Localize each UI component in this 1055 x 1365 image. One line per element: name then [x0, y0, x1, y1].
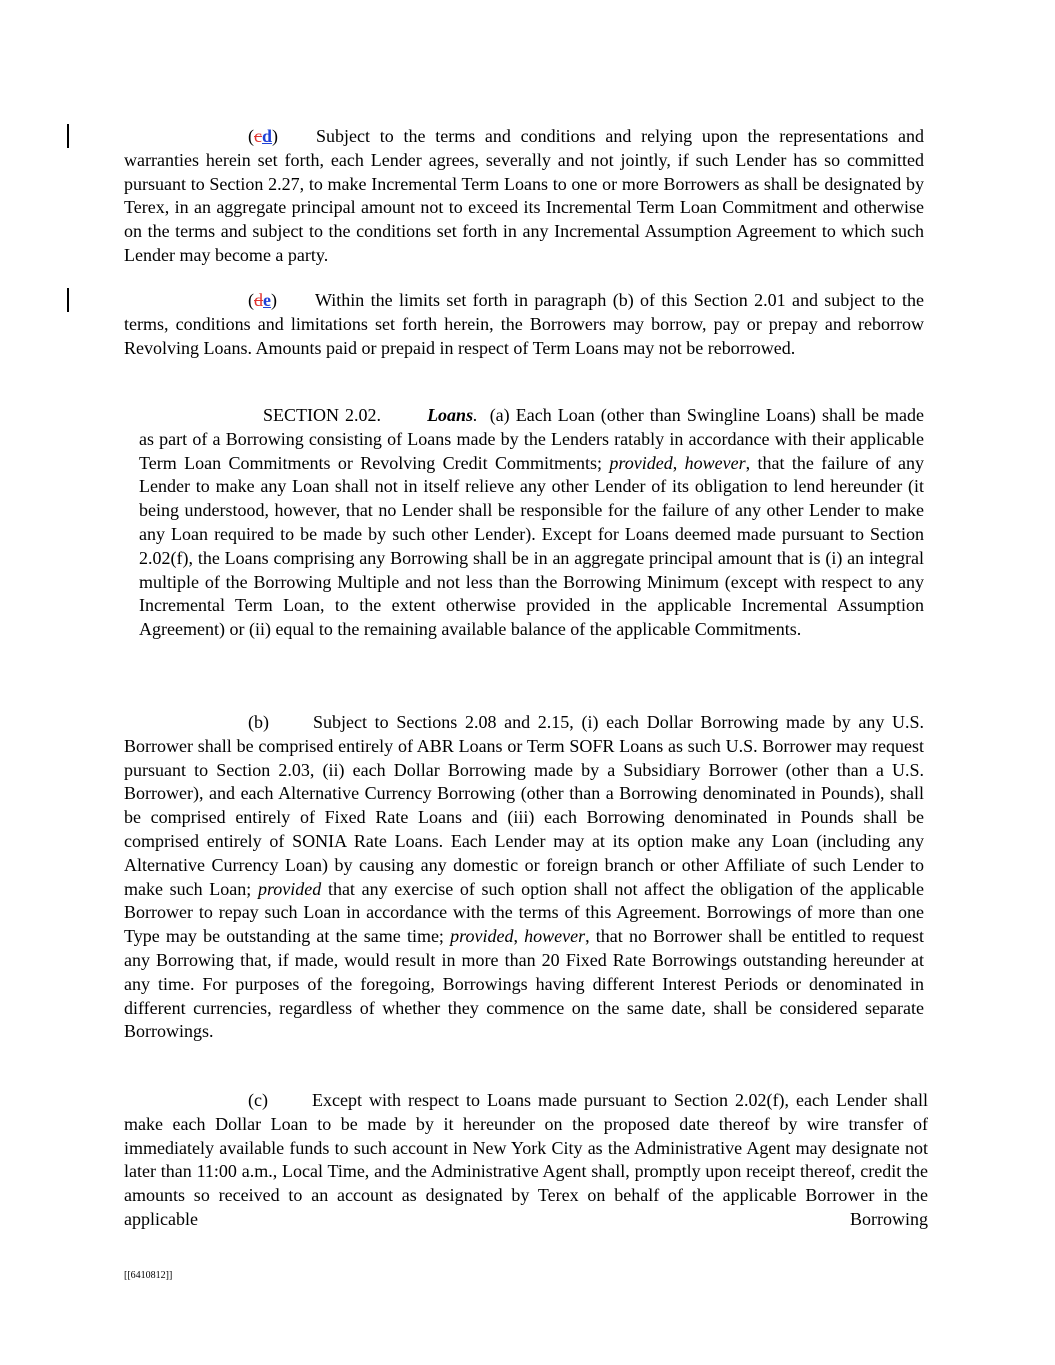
section-text-2: , that the failure of any Lender to make any Loan shall not in itself relieve any other Lender of its obligation to lend hereunder (it being understood, however, that no Lender shall be responsible for the failure of any other Lender to make any Loan required to be made by such other Lender). Except for Loans deemed made pursuant to Section 2.02(f), the Loans comprising any Borrowing shall be in an aggregate principal amount that is (i) an integral multiple of the Borrowing Multiple and not less than the Borrowing Minimum (except with respect to any Incremental Term Loan, to the extent otherwise provided in the applicable Incremental Assumption Agreement) or (ii) equal to the remaining available balance of the applicable Commitments.	[139, 452, 924, 640]
paragraph-e	[124, 289, 924, 360]
paragraph-d-close: )	[272, 126, 279, 146]
paragraph-d	[124, 125, 924, 268]
paragraph-d-text: Subject to the terms and conditions and relying upon the representations and warranties herein set forth, each Lender agrees, severally and not jointly, if such Lender has so committed pursuant to Section 2.27, to make Incremental Term Loans to one or more Borrowers as shall be designated by Terex, in an aggregate principal amount not to exceed its Incremental Term Loan Commitment and otherwise on the terms and subject to the conditions set forth in any Incremental Assumption Agreement to which such Lender may become a party.	[124, 126, 924, 265]
paragraph-d-deleted-label: c	[254, 126, 262, 146]
section-heading: SECTION 2.02.	[263, 405, 382, 425]
section-text-1: (a) Each Loan (other than Swingline Loans) shall be made as part of a Borrowing consisting of Loans made by the Lenders ratably in accordance with their applicable Term Loan Commitments or Revolving Credit Commitments;	[139, 405, 925, 473]
section-title-punct: .	[473, 405, 478, 425]
paragraph-b-text-1: Subject to Sections 2.08 and 2.15, (i) each Dollar Borrowing made by any U.S. Borrower shall be comprised entirely of ABR Loans or Term SOFR Loans as such U.S. Borrower may request pursuant to Section 2.03, (ii) each Dollar Borrowing made by a Subsidiary Borrower (other than a U.S. Borrower), and each Alternative Currency Borrowing (other than a Borrowing denominated in Pounds), shall be comprised entirely of Fixed Rate Loans and (iii) each Borrowing denominated in Pounds shall be comprised entirely of SONIA Rate Loans. Each Lender may at its option make any Loan (including any Alternative Currency Loan) by causing any domestic or foreign branch or other Affiliate of such Lender to make such Loan;	[124, 712, 924, 899]
footer-doc-id: [[6410812]]	[124, 1270, 173, 1281]
paragraph-b-label: (b)	[248, 712, 269, 732]
change-bar-d	[67, 124, 69, 148]
paragraph-e-text: Within the limits set forth in paragraph (b) of this Section 2.01 and subject to the terms, conditions and limitations set forth herein, the Borrowers may borrow, pay or prepay and reborrow Revolving Loans. Amounts paid or prepaid in respect of Term Loans may not be reborrowed.	[124, 290, 924, 358]
change-bar-e	[67, 288, 69, 312]
section-italic-however: however	[684, 452, 746, 473]
paragraph-e-deleted-label: d	[254, 290, 263, 310]
paragraph-b-comma: ,	[513, 926, 525, 947]
paragraph-e-inserted-label: e	[263, 290, 271, 310]
section-italic-provided: provided	[609, 452, 673, 473]
paragraph-c	[124, 1089, 928, 1232]
paragraph-e-open: (	[248, 290, 254, 310]
paragraph-d-open: (	[248, 126, 254, 146]
paragraph-c-text: Except with respect to Loans made pursuant to Section 2.02(f), each Lender shall make each Dollar Loan to be made by it hereunder on the proposed date thereof by wire transfer of immediately available funds to such account in New York City as the Administrative Agent may designate not later than 11:00 a.m., Local Time, and the Administrative Agent shall, promptly upon receipt thereof, credit the amounts so received to an account as designated by Terex on behalf of the applicable Borrower in the applicable Borrowing	[124, 1090, 928, 1229]
paragraph-b-italic-provided-2: provided	[450, 926, 514, 947]
paragraph-b-text-3: , that no Borrower shall be entitled to request any Borrowing that, if made, would result in more than 20 Fixed Rate Borrowings outstanding hereunder at any time. For purposes of the foregoing, Borrowings having different Interest Periods or denominated in different currencies, regardless of whether they commence on the same date, shall be considered separate Borrowings.	[124, 926, 924, 1042]
paragraph-e-close: )	[271, 290, 277, 310]
paragraph-b-italic-however: however	[524, 926, 586, 947]
section-comma: ,	[672, 452, 685, 473]
paragraph-b-italic-provided-1: provided	[257, 878, 322, 899]
paragraph-b-text-2: that any exercise of such option shall not affect the obligation of the applicable Borrower to repay such Loan in accordance with the terms of this Agreement. Borrowings of more than one Type may be outstanding at the same time;	[124, 878, 925, 947]
section-2-02	[139, 404, 924, 642]
paragraph-b	[124, 711, 924, 1044]
section-title: Loans	[427, 405, 474, 425]
paragraph-d-inserted-label: d	[262, 126, 273, 146]
paragraph-c-label: (c)	[248, 1090, 268, 1110]
